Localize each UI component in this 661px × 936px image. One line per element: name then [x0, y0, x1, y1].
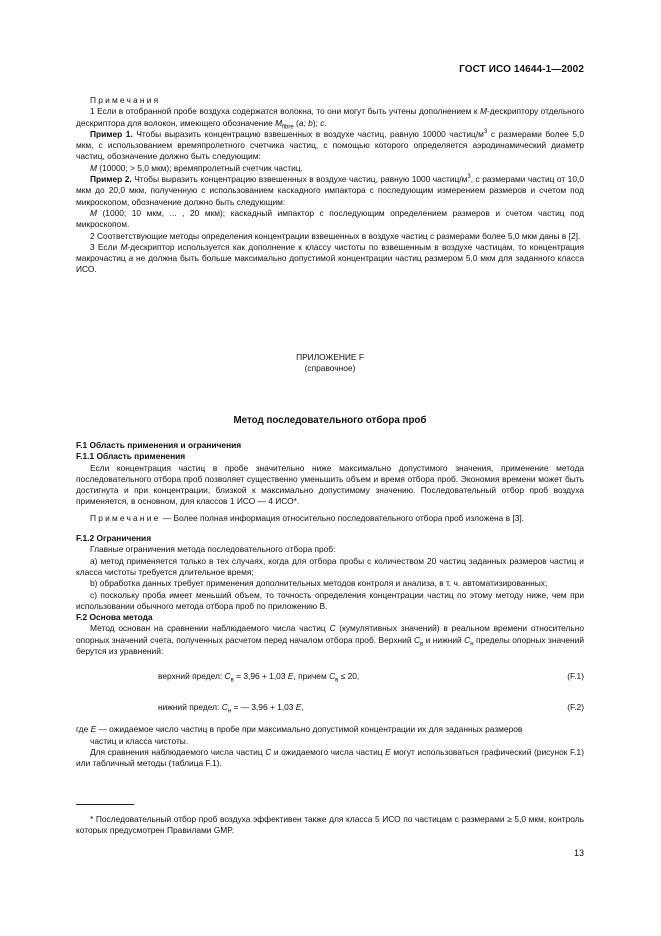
equation-f1: верхний предел: $С_в = 3,96 + 1,03$ E, причем $С_в \le 20$, (F.1) [158, 671, 584, 685]
f1-heading: F.1 Область применения и ограничения [76, 440, 242, 450]
f11-note: Примечание — Более полная информация относительно последовательного отбора проб изложена в [3]. [90, 512, 525, 523]
annex-body [76, 440, 584, 770]
f12-item-a: a) метод применяется только в тех случаях, когда для отбора пробы с количеством 20 частиц заданных размеров частиц и класса чистоты требуется длительное время; [76, 555, 584, 577]
note-2: 2 Соответствующие методы определения концентрации взвешенных в воздухе частиц с размерами более 5,0 мкм даны в [2]. [90, 230, 581, 241]
where-clause-cont: частиц и класса чистоты. [90, 735, 189, 746]
annex-title: ПРИЛОЖЕНИЕ F [296, 352, 364, 362]
f12-item-c: c) поскольку проба имеет меньший объем, то точность определения концентрации частиц по этому методу ниже, чем при использовании обычного метода отбора проб по приложению В. [76, 589, 584, 611]
equation-f1-number: (F.1) [567, 671, 584, 682]
example-1-code: M (10000; > 5,0 мкм); времяпролетный счетчик частиц. [90, 162, 303, 173]
f2-heading: F.2 Основа метода [76, 612, 153, 623]
notes-heading: Примечания [90, 95, 161, 105]
document-header: ГОСТ ИСО 14644-1—2002 [459, 64, 584, 75]
f2-paragraph: Метод основан на сравнении наблюдаемого числа частиц С (кумулятивных значений) в реальном времени относительно опорных значений счета, полученных расчетом перед началом отбора проб. Верхний $С_в$ и нижний $С_н$ пределы опорных значений берутся из уравнений: [76, 623, 584, 657]
f11-heading: F.1.1 Область применения [76, 451, 186, 462]
example-2-code: M (1000; 10 мкм, ... , 20 мкм); каскадный импактор с последующим определением размеров и счетом частиц под микроскопом. [76, 207, 584, 230]
section-title: Метод последовательного отбора проб [233, 415, 427, 426]
f11-paragraph: Если концентрация частиц в пробе значительно ниже максимально допустимого значения, применение метода последовательного отбора проб позволяет существенно уменьшить объем и время отбора проб. Экономия времени может быть достигнута и при концентрации, близкой к максимально допустимому значению. Последовательный отбор проб воздуха применяется, в основном, для классов 1 ИСО — 4 ИСО*. [76, 462, 584, 507]
page-number: 13 [573, 848, 584, 858]
where-clause: где E — ожидаемое число частиц в пробе при максимально допустимой концентрации их для заданных размеров [76, 724, 523, 735]
annex-label [76, 352, 584, 375]
f12-intro: Главные ограничения метода последовательного отбора проб: [90, 544, 336, 555]
notes-block [76, 95, 584, 276]
f12-heading: F.1.2 Ограничения [76, 533, 152, 544]
footnote: * Последовательный отбор проб воздуха эффективен также для класса 5 ИСО по частицам с размерами ≥ 5,0 мкм, контроль которых предусмотрен Правилами GMP. [76, 814, 584, 836]
annex-kind: (справочное) [304, 363, 356, 374]
note-1: 1 Если в отобранной пробе воздуха содержатся волокна, то они могут быть учтены дополнением к М-дескриптору отдельного дескриптора для волокон, имеющего обозначение $M_{fibre}$ (a; b); c. [76, 106, 584, 131]
equation-f2: нижний предел: $С_н$ = — 3,96 + 1,03 E, (F.2) [158, 702, 584, 716]
f2-comparison: Для сравнения наблюдаемого числа частиц С и ожидаемого числа частиц E могут использоваться графический (рисунок F.1) или табличный методы (таблица F.1). [76, 746, 584, 769]
f12-item-b: b) обработка данных требует применения дополнительных методов контроля и анализа, в т. ч. автоматизированных; [90, 578, 548, 589]
example-1: Пример 1. Чтобы выразить концентрацию взвешенных в воздухе частиц, равную 10000 частиц/$м^3$ с размерами более 5,0 мкм, с использованием времяпролетного счетчика частиц, с помощью которого определяется аэродинамический диаметр частиц, обозначение должно быть следующим: [76, 128, 584, 162]
footnote-divider [76, 804, 134, 805]
equation-f2-number: (F.2) [567, 702, 584, 713]
example-2: Пример 2. Чтобы выразить концентрацию взвешенных в воздухе частиц, равную 1000 частиц/$м^3$, с размерами частиц от 10,0 мкм до 20,0 мкм, полученную с использованием каскадного импактора с последующим измерением размеров и счетом под микроскопом, обозначение должно быть следующим: [76, 174, 584, 207]
note-3: 3 Если М-дескриптор используется как дополнение к классу чистоты по взвешенным в воздухе частицам, то концентрация макрочастиц а не должна быть больше максимально допустимой концентрации частиц размером 5,0 мкм для заданного класса ИСО. [76, 241, 584, 275]
